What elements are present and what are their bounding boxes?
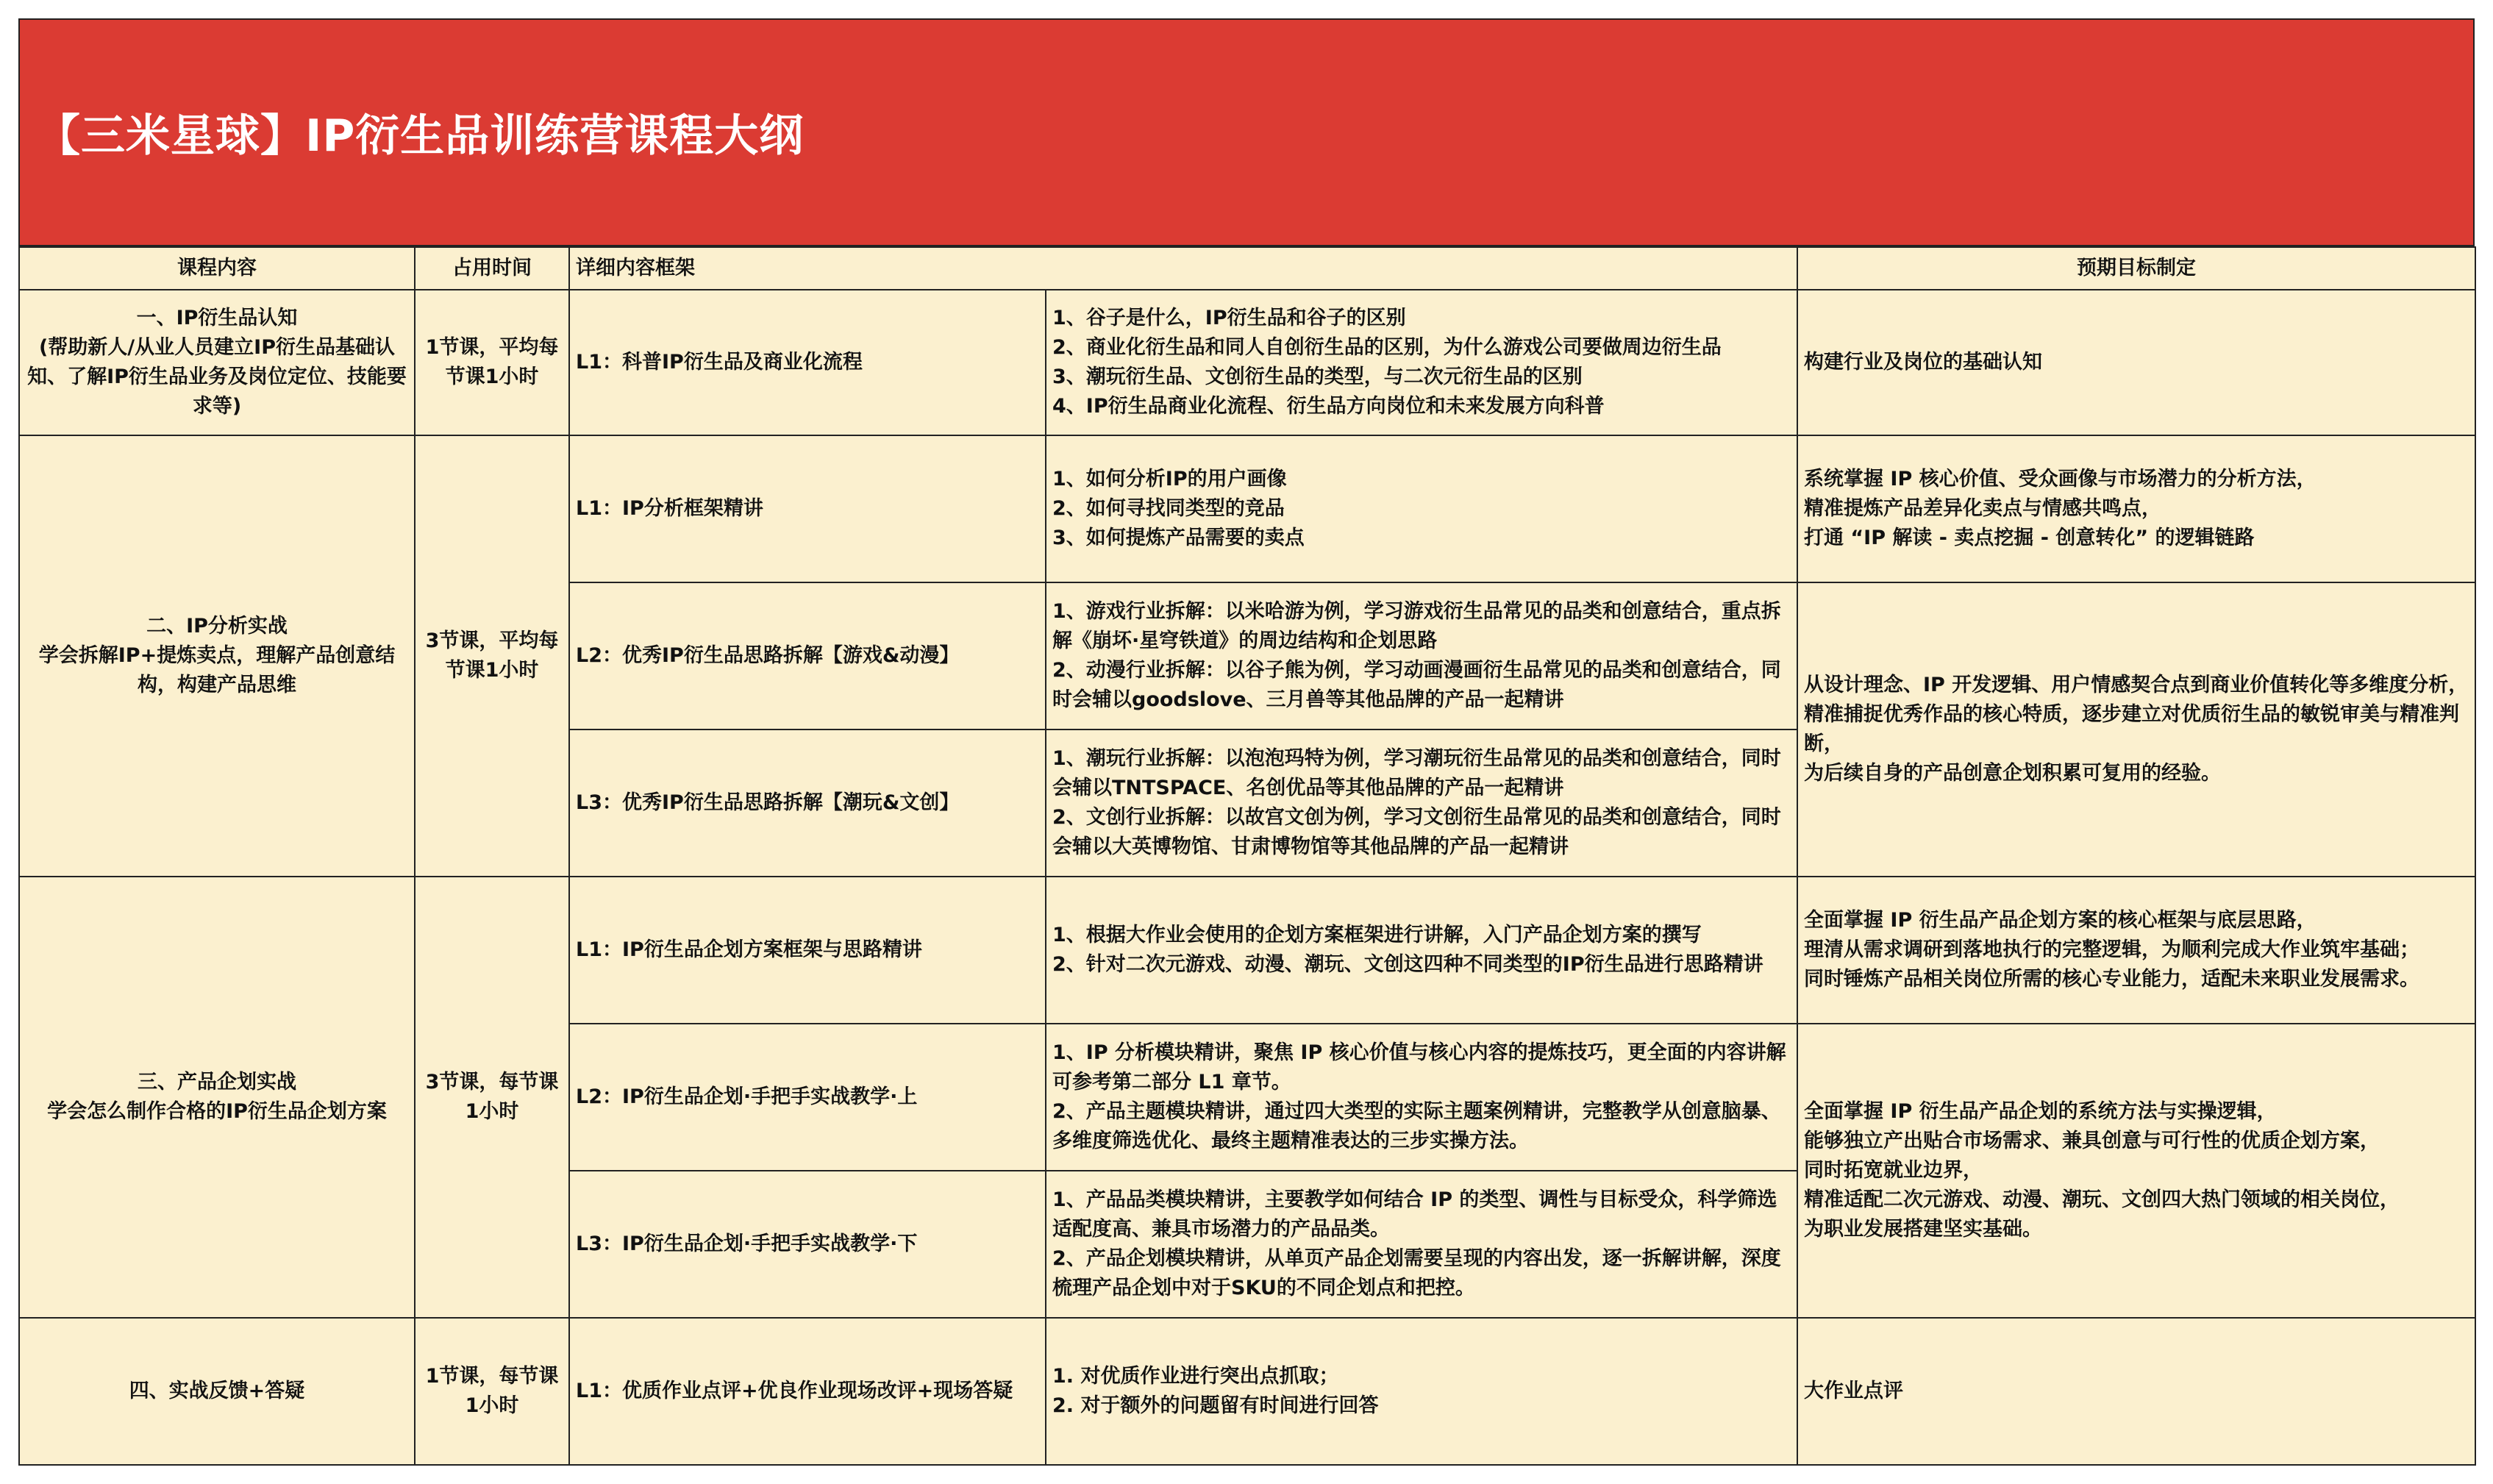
- section-4-row: [19, 1318, 2475, 1465]
- goal-line: 为职业发展搭建坚实基础。: [1804, 1218, 2042, 1241]
- header-time: 占用时间: [415, 247, 569, 290]
- header-goal: 预期目标制定: [1797, 247, 2475, 290]
- detail-line: 3、如何提炼产品需要的卖点: [1052, 527, 1305, 549]
- detail-line: 2、产品主题模块精讲，通过四大类型的实际主题案例精讲，完整教学从创意脑暴、多维度筛选优化、最终主题精准表达的三步实操方法。: [1052, 1100, 1781, 1152]
- detail-line: 2. 对于额外的问题留有时间进行回答: [1052, 1394, 1379, 1417]
- detail-line: 1、如何分析IP的用户画像: [1052, 468, 1287, 490]
- lesson-title: L1：IP分析框架精讲: [569, 435, 1046, 582]
- section-name-line: 一、IP衍生品认知: [136, 307, 298, 329]
- section-4-name: 四、实战反馈+答疑: [19, 1318, 415, 1465]
- detail-line: 2、如何寻找同类型的竞品: [1052, 497, 1285, 520]
- goal-line: 全面掌握 IP 衍生品产品企划的系统方法与实操逻辑，: [1804, 1100, 2277, 1123]
- goal-line: 同时拓宽就业边界，: [1804, 1159, 1983, 1182]
- section-name-line: 三、产品企划实战: [138, 1071, 296, 1094]
- section-4-time: 1节课，每节课1小时: [415, 1318, 569, 1465]
- title-banner: [18, 18, 2475, 246]
- goal-line: 能够独立产出贴合市场需求、兼具创意与可行性的优质企划方案，: [1804, 1130, 2380, 1152]
- lesson-details: [1046, 1171, 1797, 1318]
- section-name-line: 学会怎么制作合格的IP衍生品企划方案: [47, 1100, 387, 1123]
- goal-line: 全面掌握 IP 衍生品产品企划方案的核心框架与底层思路，: [1804, 909, 2317, 932]
- goal-cell: [1797, 435, 2475, 582]
- detail-line: 2、动漫行业拆解：以谷子熊为例，学习动画漫画衍生品常见的品类和创意结合，同时会辅以goodslove、三月兽等其他品牌的产品一起精讲: [1052, 659, 1781, 711]
- syllabus-table: [18, 246, 2476, 1466]
- lesson-details: [1046, 1318, 1797, 1465]
- section-3-row-1: [19, 877, 2475, 1024]
- goal-line: 精准捕捉优秀作品的核心特质，逐步建立对优质衍生品的敏锐审美与精准判断，: [1804, 703, 2459, 755]
- page-title: 【三米星球】IP衍生品训练营课程大纲: [36, 110, 805, 162]
- lesson-details: [1046, 1024, 1797, 1171]
- section-1-row: [19, 290, 2475, 435]
- goal-line: 精准提炼产品差异化卖点与情感共鸣点，: [1804, 497, 2161, 520]
- detail-line: 1. 对优质作业进行突出点抓取；: [1052, 1365, 1339, 1388]
- goal-cell: [1797, 582, 2475, 877]
- goal-line: 同时锤炼产品相关岗位所需的核心专业能力，适配未来职业发展需求。: [1804, 968, 2419, 991]
- goal-line: 打通 “IP 解读 - 卖点挖掘 - 创意转化” 的逻辑链路: [1804, 527, 2255, 549]
- section-3-name: [19, 877, 415, 1318]
- lesson-title: L2：优秀IP衍生品思路拆解【游戏&动漫】: [569, 582, 1046, 729]
- lesson-title: L3：优秀IP衍生品思路拆解【潮玩&文创】: [569, 729, 1046, 877]
- section-2-time: 3节课，平均每节课1小时: [415, 435, 569, 877]
- detail-line: 4、IP衍生品商业化流程、衍生品方向岗位和未来发展方向科普: [1052, 395, 1605, 418]
- section-2-row-1: [19, 435, 2475, 582]
- lesson-title: L3：IP衍生品企划·手把手实战教学·下: [569, 1171, 1046, 1318]
- lesson-details: [1046, 729, 1797, 877]
- detail-line: 2、针对二次元游戏、动漫、潮玩、文创这四种不同类型的IP衍生品进行思路精讲: [1052, 953, 1763, 976]
- goal-cell: [1797, 1024, 2475, 1318]
- header-row: [19, 247, 2475, 290]
- goal-cell: [1797, 877, 2475, 1024]
- goal-line: 为后续自身的产品创意企划积累可复用的经验。: [1804, 762, 2221, 785]
- lesson-title: L1：科普IP衍生品及商业化流程: [569, 290, 1046, 435]
- section-3-time: 3节课，每节课1小时: [415, 877, 569, 1318]
- lesson-title: L1：优质作业点评+优良作业现场改评+现场答疑: [569, 1318, 1046, 1465]
- detail-line: 1、谷子是什么，IP衍生品和谷子的区别: [1052, 307, 1406, 329]
- section-1-time: 1节课，平均每节课1小时: [415, 290, 569, 435]
- detail-line: 2、产品企划模块精讲，从单页产品企划需要呈现的内容出发，逐一拆解讲解，深度梳理产品企划中对于SKU的不同企划点和把控。: [1052, 1247, 1781, 1299]
- detail-line: 3、潮玩衍生品、文创衍生品的类型，与二次元衍生品的区别: [1052, 365, 1583, 388]
- detail-line: 2、文创行业拆解：以故宫文创为例，学习文创衍生品常见的品类和创意结合，同时会辅以大英博物馆、甘肃博物馆等其他品牌的产品一起精讲: [1052, 806, 1781, 858]
- detail-line: 2、商业化衍生品和同人自创衍生品的区别，为什么游戏公司要做周边衍生品: [1052, 336, 1722, 359]
- detail-line: 1、根据大作业会使用的企划方案框架进行讲解，入门产品企划方案的撰写: [1052, 924, 1702, 946]
- syllabus-sheet: [18, 18, 2475, 1466]
- section-name-line: (帮助新人/从业人员建立IP衍生品基础认知、了解IP衍生品业务及岗位定位、技能要求等): [27, 336, 407, 418]
- detail-line: 1、IP 分析模块精讲，聚焦 IP 核心价值与核心内容的提炼技巧，更全面的内容讲解可参考第二部分 L1 章节。: [1052, 1041, 1786, 1094]
- detail-line: 1、游戏行业拆解：以米哈游为例，学习游戏衍生品常见的品类和创意结合，重点拆解《崩坏·星穹铁道》的周边结构和企划思路: [1052, 600, 1781, 652]
- lesson-title: L2：IP衍生品企划·手把手实战教学·上: [569, 1024, 1046, 1171]
- lesson-details: [1046, 435, 1797, 582]
- lesson-details: [1046, 877, 1797, 1024]
- header-content: 课程内容: [19, 247, 415, 290]
- lesson-title: L1：IP衍生品企划方案框架与思路精讲: [569, 877, 1046, 1024]
- goal-line: 从设计理念、IP 开发逻辑、用户情感契合点到商业价值转化等多维度分析，: [1804, 674, 2469, 696]
- section-1-name: [19, 290, 415, 435]
- section-name-line: 学会拆解IP+提炼卖点，理解产品创意结构，构建产品思维: [38, 644, 396, 696]
- lesson-details: [1046, 582, 1797, 729]
- detail-line: 1、产品品类模块精讲，主要教学如何结合 IP 的类型、调性与目标受众，科学筛选适配度高、兼具市场潜力的产品品类。: [1052, 1188, 1777, 1241]
- goal-cell: 大作业点评: [1797, 1318, 2475, 1465]
- detail-line: 1、潮玩行业拆解：以泡泡玛特为例，学习潮玩衍生品常见的品类和创意结合，同时会辅以TNTSPACE、名创优品等其他品牌的产品一起精讲: [1052, 747, 1781, 799]
- goal-line: 精准适配二次元游戏、动漫、潮玩、文创四大热门领域的相关岗位，: [1804, 1188, 2400, 1211]
- lesson-details: [1046, 290, 1797, 435]
- header-framework: 详细内容框架: [569, 247, 1797, 290]
- section-2-name: [19, 435, 415, 877]
- goal-line: 系统掌握 IP 核心价值、受众画像与市场潜力的分析方法，: [1804, 468, 2317, 490]
- goal-cell: 构建行业及岗位的基础认知: [1797, 290, 2475, 435]
- goal-line: 理清从需求调研到落地执行的完整逻辑，为顺利完成大作业筑牢基础；: [1804, 938, 2419, 961]
- section-name-line: 二、IP分析实战: [146, 615, 288, 638]
